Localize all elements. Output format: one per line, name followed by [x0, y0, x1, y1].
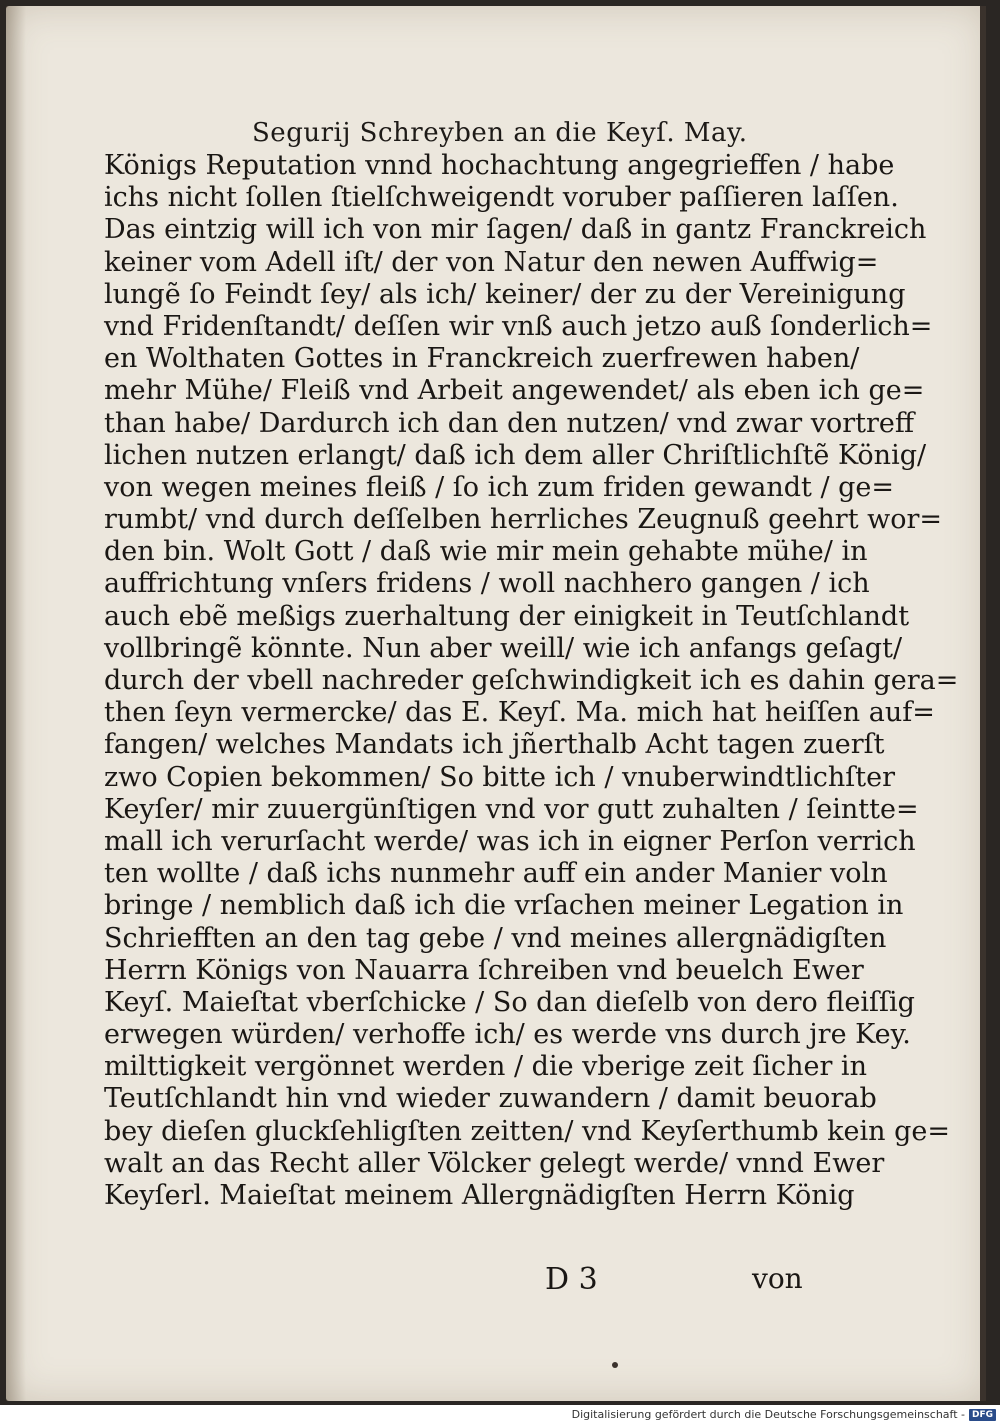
digitization-credit	[572, 1408, 996, 1421]
running-title: Segurij Schreyben an die Keyſ. May.	[252, 118, 748, 148]
text-line: durch der vbell nachreder geſchwindigkeit ich es dahin gera=	[104, 665, 959, 696]
text-line: rumbt/ vnd durch deſſelben herrliches Zeugnuß geehrt wor=	[104, 504, 943, 536]
page-footer	[0, 1262, 980, 1302]
text-line: Herrn Königs von Nauarra ſchreiben vnd beuelch Ewer	[104, 954, 864, 986]
text-line: lungẽ ſo Feindt ſey/ als ich/ keiner/ der zu der Vereinigung	[104, 278, 906, 310]
text-line: keiner vom Adell iſt/ der von Natur den newen Auffwig=	[104, 246, 879, 278]
text-line: von wegen meines fleiß / ſo ich zum friden gewandt / ge=	[104, 471, 895, 503]
text-line: ichs nicht ſollen ſtielſchweigendt voruber paſſieren laſſen.	[104, 182, 899, 214]
text-line: Schriefften an den tag gebe / vnd meines allergnädigſten	[104, 922, 887, 954]
text-line: bringe / nemblich daß ich die vrſachen meiner Legation in	[104, 890, 904, 922]
text-line: zwo Copien bekommen/ So bitte ich / vnuberwindtlichſter	[104, 761, 895, 793]
text-line: erwegen würden/ verhoffe ich/ es werde vns durch jre Key.	[104, 1019, 911, 1051]
text-line: en Wolthaten Gottes in Franckreich zuerfrewen haben/	[104, 343, 860, 375]
page-right-edge	[980, 6, 986, 1401]
text-line: vnd Fridenſtandt/ deſſen wir vnß auch jetzo auß ſonderlich=	[104, 310, 933, 342]
text-line: Teutſchlandt hin vnd wieder zuwandern / damit beuorab	[104, 1083, 877, 1115]
credit-text: Digitalisierung gefördert durch die Deutsche Forschungsgemeinschaft -	[571, 1408, 965, 1421]
text-line: Königs Reputation vnnd hochachtung angegrieffen / habe	[104, 150, 895, 181]
text-line: then ſeyn vermercke/ das E. Keyſ. Ma. mich hat heiſſen auf=	[104, 697, 935, 729]
text-line: than habe/ Dardurch ich dan den nutzen/ vnd zwar vortreff	[104, 407, 915, 439]
text-line: milttigkeit vergönnet werden / die vberige zeit ſicher in	[104, 1051, 867, 1083]
text-line: auch ebẽ meßigs zuerhaltung der einigkeit in Teutſchlandt	[104, 600, 910, 632]
text-line: Keyſerl. Maieſtat meinem Allergnädigſten Herrn König	[104, 1180, 855, 1211]
text-line: auffrichtung vnſers fridens / woll nachhero gangen / ich	[104, 568, 870, 600]
text-line: vollbringẽ könnte. Nun aber weill/ wie ich anfangs geſagt/	[104, 632, 903, 664]
text-line: Keyſer/ mir zuuergünſtigen vnd vor gutt zuhalten / ſeintte=	[104, 793, 919, 825]
text-line: den bin. Wolt Gott / daß wie mir mein gehabte mühe/ in	[104, 536, 868, 568]
text-line: Das eintzig will ich von mir ſagen/ daß in gantz Franckreich	[104, 214, 927, 246]
text-line: lichen nutzen erlangt/ daß ich dem aller Chriſtlichſtẽ König/	[104, 439, 927, 471]
catchword: von	[752, 1262, 803, 1295]
text-line: bey dieſen gluckſehligſten zeitten/ vnd Keyſerthumb kein ge=	[104, 1115, 951, 1147]
page-gutter-shadow	[6, 6, 26, 1401]
text-line: ten wollte / daß ichs nunmehr auff ein ander Manier voln	[104, 858, 888, 890]
text-line: mall ich verurſacht werde/ was ich in eigner Perſon verrich	[104, 825, 916, 857]
ink-dot	[612, 1362, 618, 1368]
text-line: Keyſ. Maieſtat vberſchicke / So dan dieſelb von dero fleiſſig	[104, 986, 915, 1018]
text-line: fangen/ welches Mandats ich jñerthalb Acht tagen zuerſt	[104, 729, 885, 761]
text-line: mehr Mühe/ Fleiß vnd Arbeit angewendet/ als eben ich ge=	[104, 375, 925, 407]
signature-mark: D 3	[545, 1262, 598, 1297]
body-text	[104, 150, 959, 1212]
dfg-logo: DFG	[969, 1409, 996, 1421]
text-line: walt an das Recht aller Völcker gelegt werde/ vnnd Ewer	[104, 1147, 885, 1179]
